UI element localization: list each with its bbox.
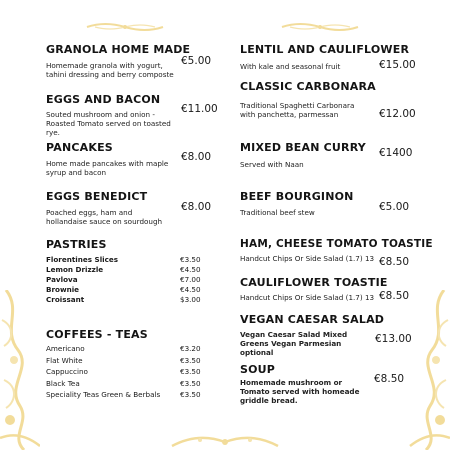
- item-description: Vegan Caesar Salad Mixed Greens Vegan Parmesian optional: [240, 330, 348, 357]
- gold-flourish-ornament: [280, 20, 360, 34]
- menu-item-pancakes: [46, 141, 216, 177]
- item-price: €8.00: [181, 151, 212, 163]
- menu-section-coffees-teas: [46, 328, 216, 399]
- item-title: SOUP: [240, 363, 276, 376]
- menu-item-carbonara: [240, 80, 420, 119]
- item-title: HAM, CHEESE TOMATO TOASTIE: [240, 238, 433, 250]
- item-title: EGGS BENEDICT: [46, 190, 148, 203]
- item-description: Homemade granola with yogurt, tahini dressing and berry composte: [46, 61, 174, 79]
- item-price: €13.00: [375, 333, 412, 345]
- item-title: CLASSIC CARBONARA: [240, 80, 376, 93]
- item-price: €8.50: [379, 256, 410, 268]
- menu-item-bean-curry: [240, 141, 420, 169]
- item-price: €11.00: [181, 103, 218, 115]
- gold-scroll-ornament: [0, 290, 40, 450]
- item-description: Served with Naan: [240, 160, 304, 169]
- item-description: Handcut Chips Or Side Salad (1.7) 13: [240, 254, 375, 263]
- menu-item-granola: [46, 43, 216, 79]
- section-title: PASTRIES: [46, 238, 107, 251]
- section-title: COFFEES - TEAS: [46, 328, 148, 341]
- item-price: €5.00: [379, 201, 410, 213]
- item-price: €12.00: [379, 108, 416, 120]
- item-description: Home made pancakes with maple syrup and bacon: [46, 159, 169, 177]
- list-item: Croissant $3.00: [46, 295, 201, 304]
- menu-item-cauliflower-toastie: [240, 276, 420, 302]
- list-item: Speciality Teas Green & Berbals €3.50: [46, 390, 201, 399]
- item-title: CAULIFLOWER TOASTIE: [240, 276, 388, 289]
- item-price: €15.00: [379, 59, 416, 71]
- list-item: Pavlova €7.00: [46, 275, 201, 284]
- gold-flourish-ornament: [85, 20, 165, 34]
- item-description: With kale and seasonal fruit: [240, 62, 341, 71]
- item-title: BEEF BOURGINON: [240, 190, 354, 203]
- item-title: PANCAKES: [46, 141, 113, 154]
- item-description: Poached eggs, ham and hollandaise sauce on sourdough: [46, 208, 163, 226]
- list-item: Lemon Drizzle €4.50: [46, 265, 201, 274]
- item-description: Traditional beef stew: [240, 208, 315, 217]
- pastries-list: [46, 255, 216, 305]
- coffees-list: [46, 344, 216, 402]
- menu-item-eggs-benedict: [46, 190, 216, 226]
- list-item: Black Tea €3.50: [46, 378, 201, 388]
- gold-flourish-ornament: [170, 430, 280, 450]
- list-item: Florentines Slices €3.50: [46, 255, 201, 264]
- item-description: Traditional Spaghetti Carbonara with panchetta, parmessan: [240, 101, 355, 119]
- item-price: €1400: [379, 147, 413, 159]
- item-price: €8.50: [374, 373, 405, 385]
- item-description: Souted mushroom and onion - Roasted Tomato served on toasted rye.: [46, 110, 171, 137]
- item-price: €8.00: [181, 201, 212, 213]
- menu-item-soup: [240, 363, 420, 405]
- list-item: Brownie €4.50: [46, 285, 201, 294]
- item-title: GRANOLA HOME MADE: [46, 43, 191, 56]
- item-price: €8.50: [379, 290, 410, 302]
- menu-item-vegan-caesar-salad: [240, 313, 420, 357]
- item-price: €5.00: [181, 55, 212, 67]
- list-item: Flat White €3.50: [46, 355, 201, 365]
- menu-item-eggs-bacon: [46, 93, 216, 137]
- item-title: MIXED BEAN CURRY: [240, 141, 366, 154]
- list-item: Cappuccino €3.50: [46, 367, 201, 376]
- menu-section-pastries: [46, 238, 216, 304]
- item-description: Handcut Chips Or Side Salad (1.7) 13: [240, 293, 375, 302]
- item-title: LENTIL AND CAULIFLOWER: [240, 43, 410, 56]
- item-description: Homemade mushroom or Tomato served with homeade griddle bread.: [240, 378, 360, 405]
- item-title: VEGAN CAESAR SALAD: [240, 313, 385, 326]
- menu-item-beef-bourginon: [240, 190, 420, 217]
- list-item: Americano €3.20: [46, 344, 201, 353]
- menu-item-ham-cheese-toastie: [240, 238, 433, 268]
- item-title: EGGS AND BACON: [46, 93, 161, 106]
- menu-item-lentil-cauliflower: [240, 43, 420, 71]
